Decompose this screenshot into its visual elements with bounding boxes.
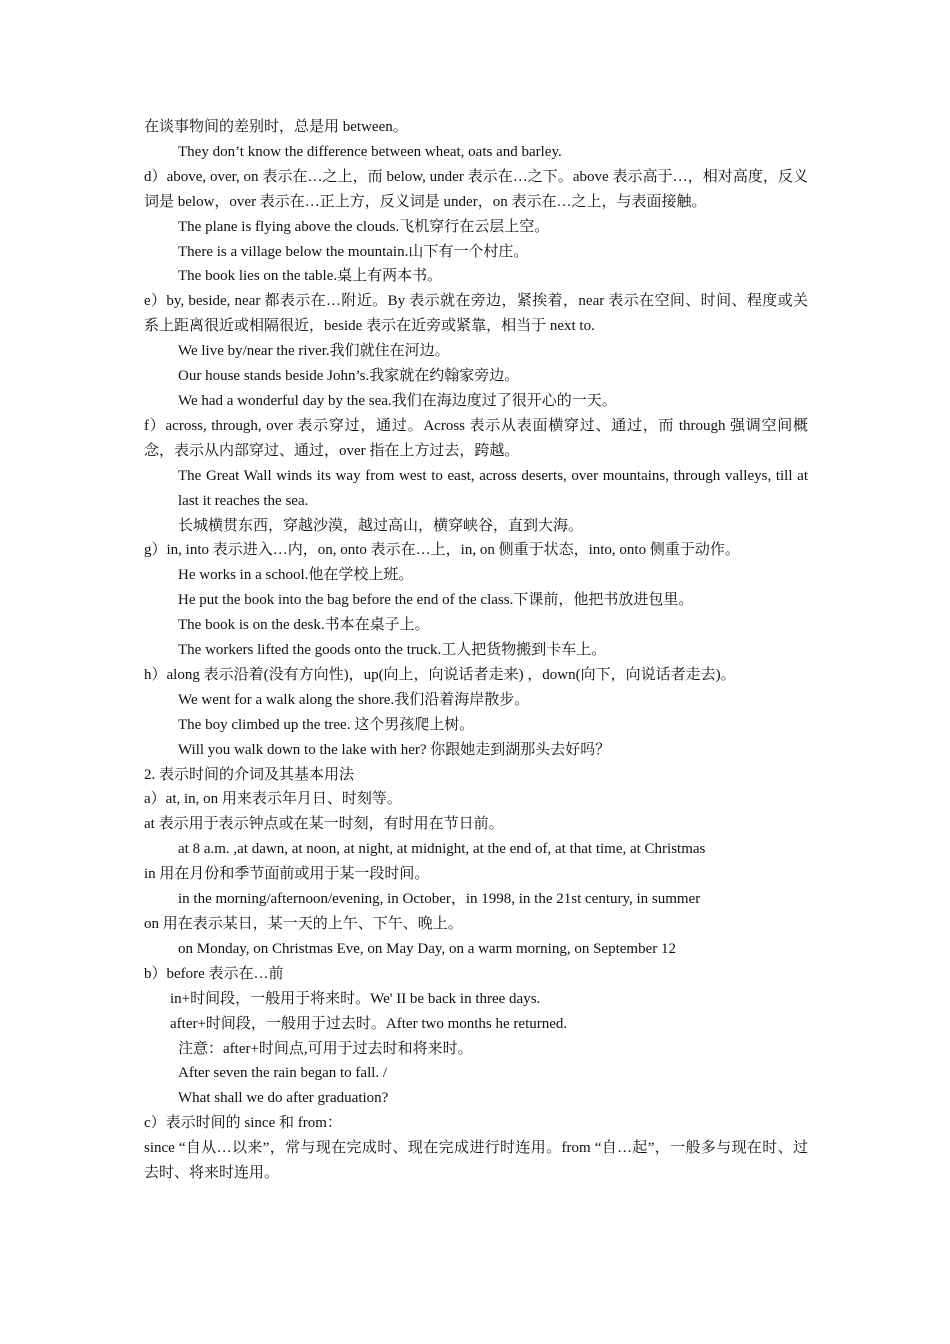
- example-line: in the morning/afternoon/evening, in October，in 1998, in the 21st century, in summer: [178, 891, 701, 908]
- example-line: Will you walk down to the lake with her? 你跟她走到湖那头去好吗？: [178, 741, 611, 758]
- example-line: They don’t know the difference between wheat, oats and barley.: [178, 143, 562, 160]
- paragraph-c: c）表示时间的 since 和 from：: [144, 1115, 342, 1132]
- example-line: We live by/near the river.我们就住在河边。: [178, 343, 450, 360]
- paragraph-a: a）at, in, on 用来表示年月日、时刻等。: [144, 791, 402, 808]
- section-heading: 2. 表示时间的介词及其基本用法: [144, 766, 355, 783]
- example-line: There is a village below the mountain.山下有一个村庄。: [178, 243, 529, 260]
- paragraph-b: b）before 表示在…前: [144, 965, 284, 982]
- text-line: after+时间段，一般用于过去时。After two months he returned.: [170, 1015, 568, 1032]
- text-line: on 用在表示某日，某一天的上午、下午、晚上。: [144, 916, 463, 932]
- example-line: He works in a school.他在学校上班。: [178, 567, 414, 584]
- example-line: on Monday, on Christmas Eve, on May Day, on a warm morning, on September 12: [178, 940, 676, 957]
- paragraph-e: e）by, beside, near 都表示在…附近。By 表示就在旁边，紧挨着，near 表示在空间、时间、程度或关系上距离很近或相隔很近，beside 表示在近旁或紧靠，相当于 next to.: [144, 293, 808, 335]
- example-line: at 8 a.m. ,at dawn, at noon, at night, at midnight, at the end of, at that time, at Christmas: [178, 841, 706, 858]
- example-line: The workers lifted the goods onto the truck.工人把货物搬到卡车上。: [178, 642, 607, 659]
- example-line: After seven the rain began to fall. /: [178, 1065, 388, 1082]
- example-line: We went for a walk along the shore.我们沿着海岸散步。: [178, 691, 530, 708]
- paragraph-h: h）along 表示沿着(没有方向性)，up(向上，向说话者走来) ，down(向下，向说话者走去)。: [144, 666, 736, 683]
- document-page: [144, 115, 808, 1186]
- example-line: He put the book into the bag before the end of the class.下课前，他把书放进包里。: [178, 592, 694, 609]
- example-line: Our house stands beside John’s.我家就在约翰家旁边。: [178, 368, 520, 385]
- paragraph-g: g）in, into 表示进入…内，on, onto 表示在…上，in, on 侧重于状态，into, onto 侧重于动作。: [144, 542, 740, 559]
- text-line: in+时间段，一般用于将来时。We' II be back in three days.: [170, 990, 541, 1007]
- text-line: since “自从…以来”，常与现在完成时、现在完成进行时连用。from “自…起”，一般多与现在时、过去时、将来时连用。: [144, 1140, 808, 1182]
- text-line: at 表示用于表示钟点或在某一时刻，有时用在节日前。: [144, 816, 504, 833]
- paragraph-f: f）across, through, over 表示穿过，通过。Across 表示从表面横穿过、通过，而 through 强调空间概念，表示从内部穿过、通过，over 指在上方过去，跨越。: [144, 417, 808, 459]
- note-line: 注意：after+时间点,可用于过去时和将来时。: [178, 1040, 473, 1057]
- example-line: 长城横贯东西，穿越沙漠，越过高山，横穿峡谷，直到大海。: [178, 517, 584, 534]
- example-paragraph: The Great Wall winds its way from west to east, across deserts, over mountains, through valleys, till at last it reaches the sea.: [178, 467, 808, 509]
- example-line: The plane is flying above the clouds.飞机穿行在云层上空。: [178, 218, 550, 235]
- text-line: 在谈事物间的差别时，总是用 between。: [144, 119, 408, 135]
- example-line: What shall we do after graduation?: [178, 1090, 389, 1107]
- paragraph-d: d）above, over, on 表示在…之上，而 below, under 表示在…之下。above 表示高于…，相对高度，反义词是 below，over 表示在…正上方，反义词是 under，on 表示在…之上，与表面接触。: [144, 168, 808, 210]
- text-line: in 用在月份和季节面前或用于某一段时间。: [144, 866, 430, 883]
- example-line: We had a wonderful day by the sea.我们在海边度过了很开心的一天。: [178, 392, 617, 409]
- example-line: The boy climbed up the tree. 这个男孩爬上树。: [178, 716, 475, 733]
- example-line: The book is on the desk.书本在桌子上。: [178, 617, 430, 634]
- example-line: The book lies on the table.桌上有两本书。: [178, 268, 443, 285]
